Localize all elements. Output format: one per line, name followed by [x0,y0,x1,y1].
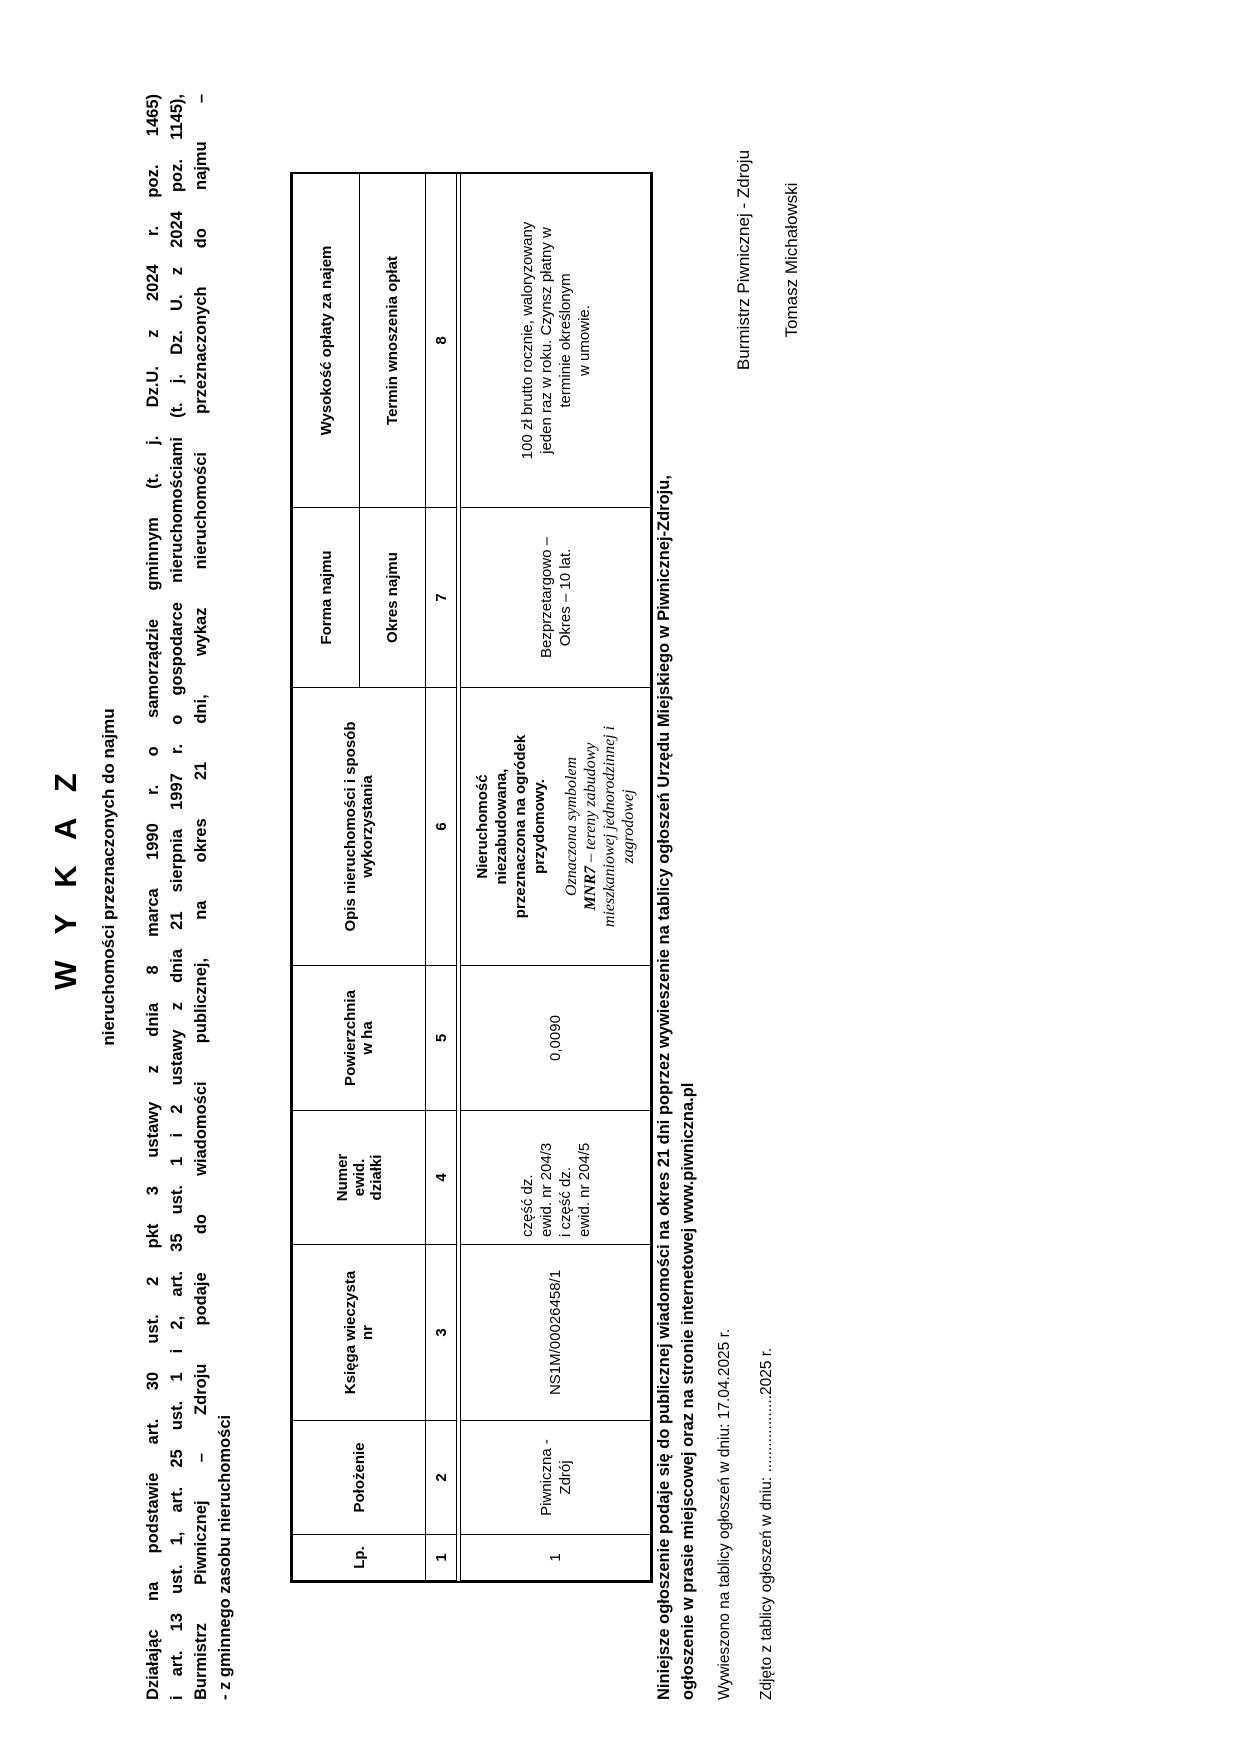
cell-opis-bold-line4: przydomowy. [531,779,548,874]
cell-wysokosc-line2: jeden raz w roku. Czynsz płatny w [537,227,555,454]
document-title: W Y K A Z [48,764,83,990]
removed-date-line: Zdjęto z tablicy ogłoszeń w dniu: ..................2025 r. [758,1347,775,1700]
header-ksiega-line1: Księga wieczysta [342,1270,359,1395]
header-opis-line1: Opis nieruchomości i sposób [342,721,359,932]
cell-opis-italic-line4: zagrodowej [620,789,637,864]
signature-block [734,114,802,406]
intro-line-1: Działając na podstawie art. 30 ust. 2 pkt 3 ustawy z dnia 8 marca 1990 r. o samorządzie gminnym (t. j. Dz.U. z 2024 r. poz. 1465) [144,94,162,1700]
table-row [461,174,651,1581]
cell-powierzchnia: 0,0090 [461,966,651,1111]
cell-polozenie-line1: Piwniczna - [537,1439,555,1516]
header-ksiega [293,1245,426,1421]
header-wysokosc: Wysokość opłaty za najem [293,174,360,508]
public-notice [652,80,700,1700]
plan-symbol: MNR7 [582,865,599,911]
cell-wysokosc-line4: w umowie. [575,305,593,376]
cell-wysokosc [461,174,651,508]
public-notice-line1: Niniejsze ogłoszenie podaje się do publicznej wiadomości na okres 21 dni poprzez wywieszenie na tablicy ogłoszeń Urzędu Miejskiego w Piwnicznej-Zdroju, [655,475,673,1700]
public-notice-line2: ogłoszenie w prasie miejscowej oraz na stronie internetowej www.piwniczna.pl [679,1082,697,1700]
cell-forma-line1: Bezprzetargowo – [537,537,555,658]
colnum-3: 3 [426,1245,457,1421]
header-forma: Forma najmu [293,508,360,688]
cell-opis-italic-line2 [581,690,600,963]
header-numer [293,1111,426,1245]
table-data-section [460,173,651,1581]
cell-polozenie-line2: Zdrój [556,1460,574,1495]
header-powierzchnia [293,966,426,1111]
cell-opis-italic-block [562,690,638,963]
colnum-6: 6 [426,688,457,966]
cell-wysokosc-line3: terminie określonym [556,273,574,408]
cell-numer-line1: część dz. [518,1174,536,1237]
header-powierzchnia-line2: w ha [359,1021,376,1055]
cell-forma-line2: Okres – 10 lat. [556,548,574,647]
header-numer-line2: ewid. [350,1158,368,1197]
header-numer-line1: Numer [333,1153,351,1202]
cell-opis-bold-line2: niezabudowana, [493,768,510,885]
header-opis [293,688,426,966]
cell-opis-italic-line2-rest: – tereny zabudowy [582,742,599,866]
document-subtitle: nieruchomości przeznaczonych do najmu [99,708,118,1046]
cell-opis-bold-block [473,690,549,963]
signature-name: Tomasz Michałowski [782,182,801,338]
intro-paragraph [141,94,237,1700]
header-numer-line3: działki [367,1154,385,1201]
colnum-1: 1 [426,1535,457,1581]
cell-forma [461,508,651,688]
header-termin: Termin wnoszenia opłat [360,174,426,508]
cell-ksiega: NS1M/00026458/1 [461,1245,651,1421]
posted-date-line: Wywieszono na tablicy ogłoszeń w dniu: 17.04.2025 r. [716,1328,733,1700]
cell-numer-line2: ewid. nr 204/3 [537,1142,555,1237]
header-opis-line2: wykorzystania [359,775,376,878]
colnum-5: 5 [426,966,457,1111]
colnum-4: 4 [426,1111,457,1245]
intro-line-4: - z gminnego zasobu nieruchomości [216,1414,234,1700]
intro-line-2: i art. 13 ust. 1, art. 25 ust. 1 i 2, art. 35 ust. 1 i 2 ustawy z dnia 21 sierpnia 1997 r. o gospodarce nieruchomościami (t. j. Dz. U. z 2024 poz. 1145), [168,94,186,1700]
cell-polozenie [461,1421,651,1535]
property-table [290,172,653,1583]
cell-lp: 1 [461,1535,651,1581]
cell-opis-bold-line1: Nieruchomość [474,774,491,879]
cell-wysokosc-line1: 100 zł brutto rocznie, waloryzowany [518,221,536,460]
intro-line-3: Burmistrz Piwnicznej – Zdroju podaje do wiadomości publicznej, na okres 21 dni, wykaz nieruchomości przeznaczonych do najmu – [192,94,210,1700]
cell-numer [461,1111,651,1245]
header-powierzchnia-line1: Powierzchnia [342,990,359,1086]
cell-opis-italic-line1: Oznaczona symbolem [563,756,580,897]
header-okres: Okres najmu [360,508,426,688]
cell-opis-bold-line3: przeznaczona na ogródek [512,734,529,919]
cell-opis [461,688,651,966]
signature-title: Burmistrz Piwnicznej - Zdroju [734,149,753,371]
header-lp: Lp. [293,1535,426,1581]
cell-numer-line3: i część dz. [556,1166,574,1237]
colnum-2: 2 [426,1421,457,1535]
colnum-8: 8 [426,174,457,508]
cell-numer-line4: ewid. nr 204/5 [575,1142,593,1237]
header-ksiega-line2: nr [359,1325,376,1340]
colnum-7: 7 [426,508,457,688]
header-polozenie: Położenie [293,1421,426,1535]
cell-opis-italic-line3: mieszkaniowej jednorodzinnej i [601,725,618,928]
table-header-section [292,173,457,1581]
